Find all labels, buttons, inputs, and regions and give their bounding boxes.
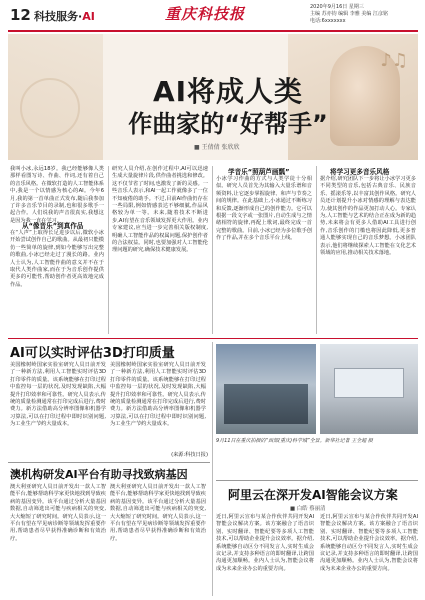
- meta-line1: 2020年9月16日 星期三: [310, 4, 364, 10]
- feature-title-line2: 作曲家的“好帮手”: [128, 110, 328, 138]
- article-gene-headline: 澳机构研发AI平台有助寻找致病基因: [10, 468, 188, 481]
- article-rule: [216, 480, 418, 481]
- article-alicloud-byline: ■ 白皓 蔡丽清: [290, 506, 326, 512]
- meta-line3: 电话:6xxxxxxx: [310, 18, 346, 24]
- meta-line2: 主编 苏亦钧 编辑 李雅 美编 江彦铭: [310, 11, 388, 17]
- music-notes-icon: ♪♫: [380, 50, 408, 71]
- article-alicloud-text-col1: 近日,阿里云宣布与某合作伙伴共同开发AI智能会议解决方案。该方案融合了语音识别、实时翻译、智能纪要等多项人工智能技术,可以帮助企业提升会议效率。据介绍,系统能够自动区分不同发言人,实时生成会议记录,并支持多种语言的即时翻译,让跨国沟通更加顺畅。业内人士认为,智能会议将成为未来企业办公的重要方向。: [216, 514, 314, 572]
- masthead-logo: 重庆科技报: [164, 5, 245, 23]
- article-alicloud-text-col2: 近日,阿里云宣布与某合作伙伴共同开发AI智能会议解决方案。该方案融合了语音识别、实时翻译、智能纪要等多项人工智能技术,可以帮助企业提升会议效率。据介绍,系统能够自动区分不同发言人,实时生成会议记录,并支持多种语言的即时翻译,让跨国沟通更加顺畅。业内人士认为,智能会议将成为未来企业办公的重要方向。: [320, 514, 418, 572]
- page-number: 12: [10, 6, 31, 24]
- masthead-meta: [310, 4, 420, 25]
- article-gene-text-col2: 澳大利亚研究人员日前开发出一款人工智能平台,能够帮助科学家更快地找到导致疾病的基因变异。该平台通过分析大量基因数据,自动筛选出可能与疾病相关的突变,大大缩短了研究时间。研究人员表示,这一平台有望在罕见病诊断等领域发挥重要作用,帮助患者尽早获得准确诊断和有效治疗。: [110, 484, 206, 542]
- section-title: [34, 8, 95, 24]
- feature-title-line1: AI将成人类: [152, 75, 304, 108]
- article-3dprint-text-col2: 美国橡树岭国家实验室研究人员日前开发了一种新方法,利用人工智能实时评估3D打印零件的质量。该系统能够在打印过程中监控每一层的状况,及时发现缺陷,大幅提升打印效率和可靠性。研究人员表示,传统的质量检测通常在打印完成后进行,费时费力。新方法借助高分辨率图像和机器学习算法,可以在打印过程中即时识别问题,为工业生产节约大量成本。: [110, 362, 206, 428]
- building-silhouette: [224, 384, 308, 424]
- feature-col1b-text: 在“人声”上取得长足进步以后,微软小冰开始尝试创作自己的歌曲。从最初只能模仿一些简单的旋律,到如今能够写出完整的歌曲,小冰已经走过了漫长的路。业内人士认为,人工智能作曲的意义并不在于取代人类作曲家,而在于为音乐创作提供更多的可能性,帮助创作者更高效地完成作品。: [10, 230, 104, 288]
- feature-banner: [8, 34, 418, 160]
- feature-byline: ■ 王倩倩 张欣欣: [194, 144, 240, 151]
- article-3dprint-headline: AI可以实时评估3D打印质量: [10, 346, 175, 361]
- photo-exhibition: [320, 344, 418, 434]
- column-divider: [212, 166, 213, 334]
- article-3dprint-source: (来源:科技日报): [171, 452, 208, 458]
- section-label: 科技服务·: [34, 10, 83, 23]
- section-ai: AI: [82, 10, 95, 23]
- feature-subhead-3: 将学习更多音乐风格: [330, 168, 390, 176]
- article-alicloud-headline: 阿里云在深开发AI智能会议方案: [228, 488, 398, 502]
- section-rule: [8, 338, 418, 339]
- photo-caption: 9月11日在重庆拍摄的“西部(重庆)科学城”全景。新华社记者 王全超 摄: [216, 438, 373, 444]
- article-gene-text-col1: 澳大利亚研究人员日前开发出一款人工智能平台,能够帮助科学家更快地找到导致疾病的基因变异。该平台通过分析大量基因数据,自动筛选出可能与疾病相关的突变,大大缩短了研究时间。研究人员表示,这一平台有望在罕见病诊断等领域发挥重要作用,帮助患者尽早获得准确诊断和有效治疗。: [10, 484, 106, 542]
- header-rule: [8, 30, 418, 32]
- screen-display: [334, 368, 404, 398]
- feature-col3-text: 小冰学习作曲的方式与人类学徒十分相似。研究人员首先为其输入大量乐谱和音频资料,让它逐步掌握旋律、和声与节奏之间的规律。在此基础上,小冰通过不断练习和反馈,逐渐形成自己的创作能力。它可以根据一段文字或一张图片,自动生成与之情绪相符的旋律,再配上歌词,最终完成一首完整的歌曲。目前,小冰已经为多位歌手创作了作品,并在多个音乐平台上线。: [216, 176, 312, 242]
- feature-col2-text: 研究人员介绍,在创作过程中,AI可以迅速生成大量旋律片段,供作曲者挑选和修改。这不仅节省了时间,也激发了新的灵感。一些音乐人表示,和AI一起工作就像多了一位不知疲倦的助手。不过,目前AI作曲仍存在一些局限,例如情感表达不够细腻,作品风格较为单一等。未来,随着技术不断进步,AI有望在音乐领域发挥更大作用。业内专家建议,应当进一步完善相关版权制度,明确人工智能作品的权属问题,保护创作者的合法权益。同时,也要加强对人工智能伦理问题的研究,确保技术健康发展。: [112, 166, 208, 254]
- feature-subhead-2: 学音乐“照葫芦画瓢”: [228, 168, 290, 176]
- feature-col1-text: 我叫小冰,永远18岁。我已经能够像人类那样看图写诗、作曲、作词,还有着自己的音乐风格。在微软打造的人工智能体系中,我是一个以情感为核心的AI。今年6月,我的第一首单曲正式发布,随后我参加了许多音乐节目的录制,也和很多歌手一起合作。人们说我的声音很真实,我想这是因为我一直在学习。: [10, 166, 104, 224]
- column-divider: [316, 166, 317, 334]
- article-3dprint-text-col1: 美国橡树岭国家实验室研究人员日前开发了一种新方法,利用人工智能实时评估3D打印零件的质量。该系统能够在打印过程中监控每一层的状况,及时发现缺陷,大幅提升打印效率和可靠性。研究人员表示,传统的质量检测通常在打印完成后进行,费时费力。新方法借助高分辨率图像和机器学习算法,可以在打印过程中即时识别问题,为工业生产节约大量成本。: [10, 362, 106, 428]
- photo-city: [216, 344, 316, 434]
- article-rule: [8, 462, 210, 463]
- column-divider: [212, 342, 213, 596]
- feather-illustration-icon: [20, 78, 80, 138]
- feature-subhead-1: 从“像音乐”到真作品: [22, 222, 84, 230]
- column-divider: [108, 166, 109, 334]
- page-header: [0, 0, 425, 38]
- feature-col4-text: 据介绍,研究团队下一步将让小冰学习更多不同类型的音乐,包括古典音乐、民族音乐、摇滚乐等,以丰富其创作风格。研究人员还计划提升小冰对情感的理解与表达能力,使其创作的作品更加打动人心。专家认为,人工智能与艺术的结合正在成为新的趋势,未来将会有更多人借助AI工具进行创作,音乐创作的门槛也将因此降低,更多普通人能够实现自己的音乐梦想。小冰团队表示,他们将继续探索人工智能在文化艺术领域的应用,推动相关技术落地。: [320, 176, 416, 257]
